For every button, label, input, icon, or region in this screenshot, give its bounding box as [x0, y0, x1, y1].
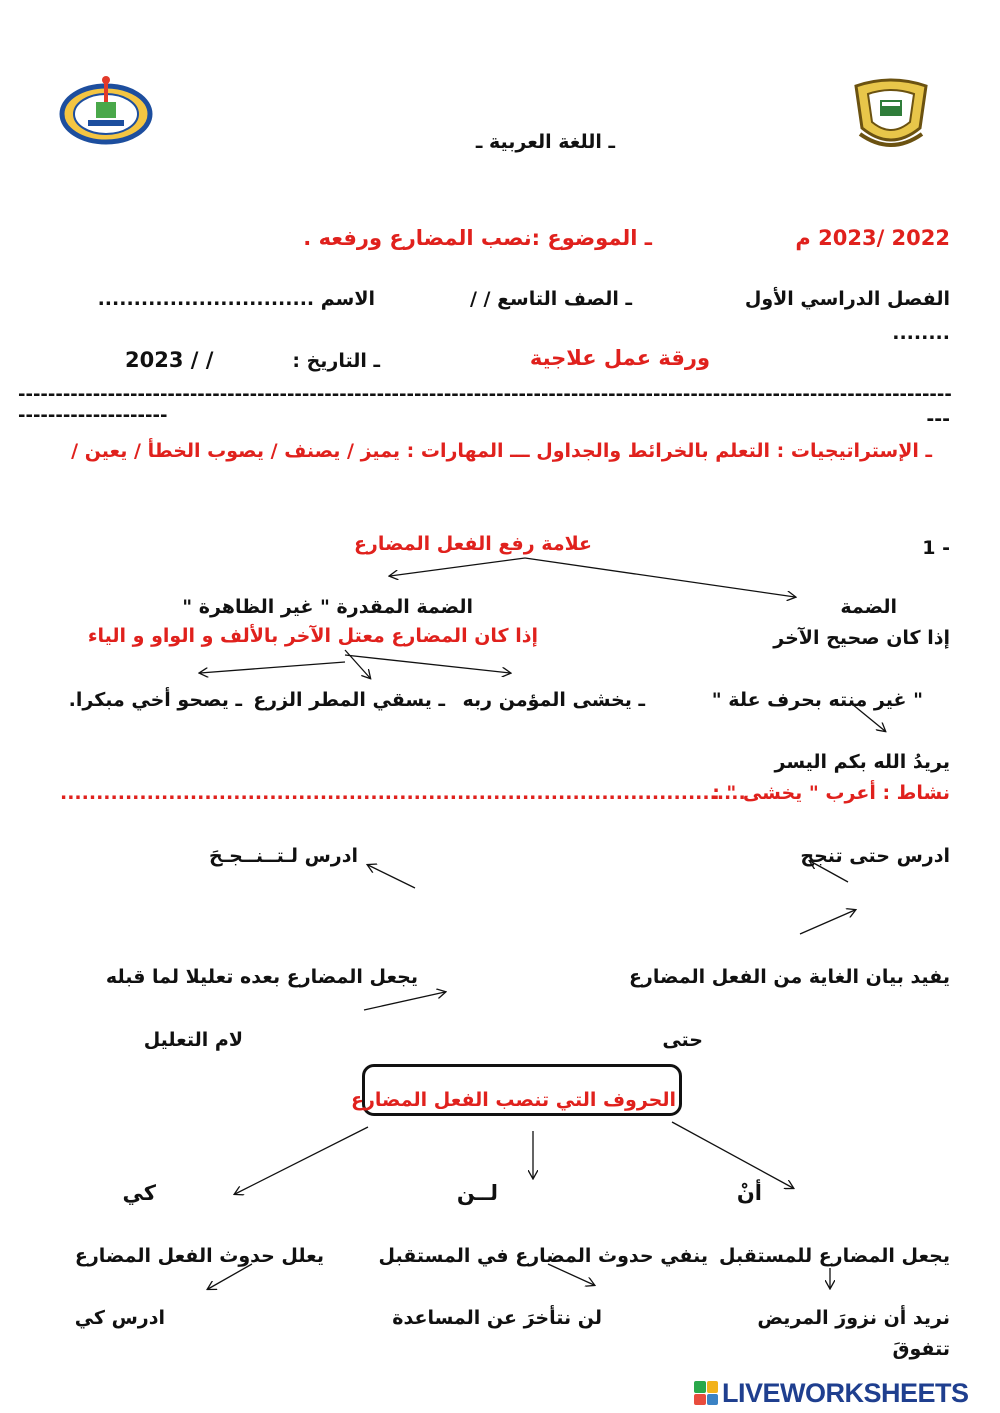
arrow-mutal-to-yashu: [200, 662, 345, 673]
an-example: نريد أن نزورَ المريض: [757, 1307, 950, 1329]
kay-meaning: يعلل حدوث الفعل المضارع: [74, 1245, 324, 1267]
sahih-condition: إذا كان صحيح الآخر: [773, 627, 950, 649]
arrow-box-to-an: [672, 1122, 793, 1188]
divider-line: -------------------------------------------------------------------------------------------------------------------------------------------------: [18, 384, 952, 426]
arrow-harf-illa-to-yuridu: [852, 704, 885, 731]
arrow-box-to-kay: [235, 1127, 368, 1194]
question-number-1: 1 -: [922, 537, 950, 559]
arrow-mutal-to-yakhsha: [345, 655, 510, 673]
arrow-to-hatta-example: [810, 861, 848, 882]
arrow-to-lam-example: [368, 865, 415, 888]
date-label: ـ التاريخ :: [292, 350, 380, 372]
date-value[interactable]: 2023 / /: [125, 348, 214, 372]
arrow-lam-meaning: [364, 992, 445, 1010]
arrow-kay-meaning: [208, 1264, 252, 1289]
example-yashu: ـ يصحو أخي مبكرا.: [68, 689, 242, 711]
liveworksheets-icon: [694, 1381, 718, 1405]
worksheet-title: ورقة عمل علاجية: [529, 346, 710, 370]
mutal-condition: إذا كان المضارع معتل الآخر بالألف و الواو و الياء: [87, 625, 538, 647]
school-year: 2022 /2023 م: [795, 226, 950, 250]
example-yuridu: يريدُ الله بكم اليسر: [774, 751, 950, 773]
grade-label: ـ الصف التاسع / /: [469, 288, 632, 310]
lan-meaning: ينفي حدوث المضارع في المستقبل: [378, 1245, 708, 1267]
arrow-mutal-to-yasqi: [345, 650, 370, 678]
liveworksheets-brand[interactable]: [694, 1378, 969, 1408]
arrow-lan-meaning: [548, 1264, 594, 1285]
trailing-dots: ........: [892, 322, 950, 344]
damma-muqaddara-label: الضمة المقدرة " غير الظاهرة ": [182, 596, 473, 618]
raf-sign-title: علامة رفع الفعل المضارع: [353, 533, 592, 555]
arrow-title-to-muqaddara: [390, 558, 525, 576]
hatta-meaning: يفيد بيان الغاية من الفعل المضارع: [628, 966, 950, 988]
lesson-topic: ـ الموضوع :نصب المضارع ورفعه .: [303, 226, 652, 250]
lam-taleel-label: لام التعليل: [143, 1029, 243, 1051]
activity-answer-dots[interactable]: ...............................................................................................: [60, 782, 746, 804]
example-hatta: ادرس حتى تنجح: [800, 845, 950, 867]
an-meaning: يجعل المضارع للمستقبل: [718, 1245, 950, 1267]
arrow-title-to-damma: [525, 558, 795, 597]
divider-tail: ---: [926, 408, 950, 430]
lam-meaning: يجعل المضارع بعده تعليلا لما قبله: [105, 966, 418, 988]
kay-example: ادرس كي: [74, 1307, 165, 1329]
subject-title: ـ اللغة العربية ـ: [475, 131, 615, 153]
strategies-line: ـ الإستراتيجيات : التعلم بالخرائط والجداول ـــ المهارات : يميز / يصنف / يصوب الخطأ / يعين /: [71, 440, 932, 462]
student-name-field[interactable]: الاسم ..............................: [97, 288, 375, 310]
lan-example: لن نتأخرَ عن المساعدة: [392, 1307, 602, 1329]
an-example-continued: تتفوقَ: [892, 1338, 950, 1360]
activity-label: نشاط : أعرب " يخشى " :: [712, 782, 950, 804]
particle-kay: كي: [122, 1181, 156, 1205]
arrow-hatta-meaning: [800, 910, 855, 934]
ghair-munawwan-note: " غير منته بحرف علة ": [711, 689, 923, 711]
example-yasqi: ـ يسقي المطر الزرع: [253, 689, 445, 711]
nasb-particles-title: الحروف التي تنصب الفعل المضارع: [350, 1089, 676, 1111]
liveworksheets-wordmark: LIVEWORKSHEETS: [722, 1377, 969, 1408]
particle-an: أنْ: [736, 1181, 762, 1205]
particle-lan: لــن: [456, 1181, 498, 1205]
semester-label: الفصل الدراسي الأول: [744, 288, 950, 310]
example-yakhsha: ـ يخشى المؤمن ربه: [462, 689, 645, 711]
hatta-label: حتى: [662, 1029, 703, 1051]
example-lam: ادرس لـتــنــجـحَ: [208, 845, 358, 867]
damma-label: الضمة: [840, 596, 897, 618]
